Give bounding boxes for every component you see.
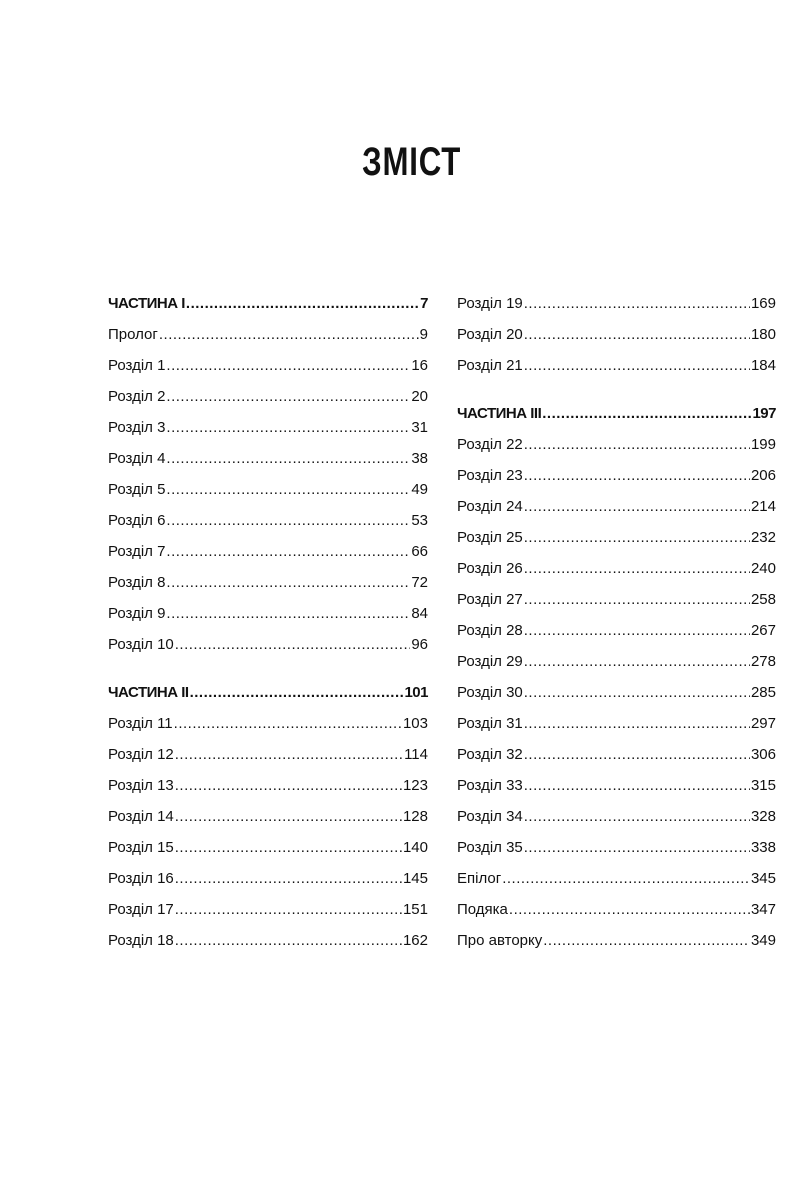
toc-right-column xyxy=(457,288,776,956)
toc-entry-label: Розділ 10 xyxy=(108,636,174,653)
toc-entry-label: Розділ 29 xyxy=(457,653,523,670)
toc-entry-page: 347 xyxy=(750,901,776,918)
toc-entry-page: 38 xyxy=(411,450,428,467)
dot-leader xyxy=(524,801,750,832)
toc-entry xyxy=(457,429,776,460)
toc-entry xyxy=(108,319,428,350)
dot-leader xyxy=(524,832,750,863)
toc-entry-page: 232 xyxy=(750,529,776,546)
toc-entry-label: ЧАСТИНА I xyxy=(108,295,185,312)
dot-leader xyxy=(524,553,750,584)
toc-entry-page: 101 xyxy=(404,684,428,701)
dot-leader xyxy=(524,319,750,350)
toc-part-entry xyxy=(108,288,428,319)
toc-entry xyxy=(108,443,428,474)
toc-entry-page: 9 xyxy=(419,326,428,343)
dot-leader xyxy=(524,646,750,677)
toc-entry xyxy=(108,567,428,598)
toc-entry-page: 206 xyxy=(750,467,776,484)
dot-leader xyxy=(524,677,750,708)
section-gap xyxy=(457,381,776,398)
toc-entry xyxy=(108,629,428,660)
toc-entry-page: 328 xyxy=(750,808,776,825)
dot-leader xyxy=(186,288,419,319)
toc-entry-label: Розділ 23 xyxy=(457,467,523,484)
toc-entry-page: 49 xyxy=(411,481,428,498)
toc-entry xyxy=(457,522,776,553)
dot-leader xyxy=(166,381,410,412)
toc-entry-label: Розділ 2 xyxy=(108,388,166,405)
toc-entry-page: 16 xyxy=(411,357,428,374)
toc-entry xyxy=(457,708,776,739)
toc-entry xyxy=(457,925,776,956)
dot-leader xyxy=(543,925,750,956)
dot-leader xyxy=(166,536,410,567)
dot-leader xyxy=(166,505,410,536)
toc-left-column xyxy=(108,288,428,956)
toc-entry xyxy=(108,381,428,412)
toc-entry-page: 66 xyxy=(411,543,428,560)
toc-entry-page: 285 xyxy=(750,684,776,701)
toc-entry xyxy=(108,708,428,739)
toc-entry-page: 140 xyxy=(402,839,428,856)
toc-entry-label: Розділ 6 xyxy=(108,512,166,529)
toc-entry-page: 20 xyxy=(411,388,428,405)
toc-entry-label: ЧАСТИНА III xyxy=(457,405,542,422)
toc-entry-label: Розділ 11 xyxy=(108,715,173,732)
dot-leader xyxy=(524,770,750,801)
toc-entry-page: 145 xyxy=(402,870,428,887)
dot-leader xyxy=(524,708,750,739)
toc-entry xyxy=(108,412,428,443)
dot-leader xyxy=(524,491,750,522)
toc-entry xyxy=(108,739,428,770)
dot-leader xyxy=(166,474,410,505)
toc-entry-page: 214 xyxy=(750,498,776,515)
toc-entry xyxy=(108,894,428,925)
dot-leader xyxy=(166,567,410,598)
toc-entry-label: Розділ 16 xyxy=(108,870,174,887)
dot-leader xyxy=(166,412,410,443)
toc-entry-page: 338 xyxy=(750,839,776,856)
toc-part-entry xyxy=(457,398,776,429)
toc-entry-page: 267 xyxy=(750,622,776,639)
toc-entry xyxy=(457,553,776,584)
toc-entry-page: 114 xyxy=(404,746,428,763)
toc-entry-label: Розділ 4 xyxy=(108,450,166,467)
toc-entry-label: Розділ 12 xyxy=(108,746,174,763)
dot-leader xyxy=(175,925,402,956)
dot-leader xyxy=(175,894,402,925)
toc-entry-page: 7 xyxy=(420,295,428,312)
toc-entry-label: Розділ 1 xyxy=(108,357,166,374)
dot-leader xyxy=(190,677,404,708)
toc-entry-label: Розділ 5 xyxy=(108,481,166,498)
toc-entry-page: 128 xyxy=(402,808,428,825)
dot-leader xyxy=(159,319,419,350)
toc-entry-label: Розділ 7 xyxy=(108,543,166,560)
toc-entry-page: 278 xyxy=(750,653,776,670)
toc-entry-label: Розділ 22 xyxy=(457,436,523,453)
toc-entry-page: 103 xyxy=(402,715,428,732)
toc-entry xyxy=(457,584,776,615)
toc-entry xyxy=(457,770,776,801)
toc-entry-label: Розділ 35 xyxy=(457,839,523,856)
dot-leader xyxy=(175,801,402,832)
toc-entry-page: 96 xyxy=(411,636,428,653)
dot-leader xyxy=(175,770,402,801)
dot-leader xyxy=(166,350,410,381)
toc-entry-label: Розділ 9 xyxy=(108,605,166,622)
dot-leader xyxy=(166,443,410,474)
toc-entry-label: Розділ 34 xyxy=(457,808,523,825)
toc-entry-page: 349 xyxy=(750,932,776,949)
toc-entry xyxy=(108,832,428,863)
dot-leader xyxy=(524,429,750,460)
toc-entry-label: Про авторку xyxy=(457,932,543,949)
toc-part-entry xyxy=(108,677,428,708)
toc-entry-page: 123 xyxy=(402,777,428,794)
toc-entry-page: 258 xyxy=(750,591,776,608)
dot-leader xyxy=(524,460,750,491)
dot-leader xyxy=(175,832,402,863)
toc-entry-label: Розділ 25 xyxy=(457,529,523,546)
toc-entry-page: 151 xyxy=(402,901,428,918)
dot-leader xyxy=(524,615,750,646)
toc-entry-label: Розділ 30 xyxy=(457,684,523,701)
dot-leader xyxy=(509,894,750,925)
toc-entry xyxy=(457,894,776,925)
toc-entry-label: Розділ 20 xyxy=(457,326,523,343)
toc-entry xyxy=(108,350,428,381)
dot-leader xyxy=(166,598,410,629)
toc-entry xyxy=(457,863,776,894)
dot-leader xyxy=(524,739,750,770)
dot-leader xyxy=(175,863,402,894)
toc-entry xyxy=(457,832,776,863)
dot-leader xyxy=(502,863,750,894)
toc-entry-page: 169 xyxy=(750,295,776,312)
toc-entry xyxy=(457,350,776,381)
toc-entry xyxy=(457,646,776,677)
toc-entry-label: Розділ 13 xyxy=(108,777,174,794)
toc-entry xyxy=(457,801,776,832)
dot-leader xyxy=(542,398,751,429)
toc-entry-label: Розділ 14 xyxy=(108,808,174,825)
dot-leader xyxy=(175,629,411,660)
toc-entry-label: Розділ 33 xyxy=(457,777,523,794)
toc-entry xyxy=(108,770,428,801)
toc-entry xyxy=(108,863,428,894)
toc-entry-page: 162 xyxy=(402,932,428,949)
toc-entry-label: ЧАСТИНА II xyxy=(108,684,189,701)
toc-entry-label: Розділ 18 xyxy=(108,932,174,949)
toc-entry-page: 315 xyxy=(750,777,776,794)
toc-entry xyxy=(457,288,776,319)
toc-entry-page: 345 xyxy=(750,870,776,887)
dot-leader xyxy=(524,288,750,319)
toc-entry-label: Розділ 19 xyxy=(457,295,523,312)
toc-entry xyxy=(457,319,776,350)
toc-entry-label: Розділ 28 xyxy=(457,622,523,639)
toc-entry xyxy=(108,536,428,567)
toc-entry xyxy=(108,505,428,536)
toc-entry-page: 184 xyxy=(750,357,776,374)
toc-entry xyxy=(457,460,776,491)
section-gap xyxy=(108,660,428,677)
toc-entry-page: 31 xyxy=(411,419,428,436)
toc-entry xyxy=(108,474,428,505)
toc-entry-label: Подяка xyxy=(457,901,508,918)
toc-entry xyxy=(108,801,428,832)
toc-entry-label: Розділ 17 xyxy=(108,901,174,918)
toc-entry-page: 72 xyxy=(411,574,428,591)
dot-leader xyxy=(524,522,750,553)
toc-entry xyxy=(457,615,776,646)
toc-entry-page: 240 xyxy=(750,560,776,577)
toc-entry-label: Розділ 32 xyxy=(457,746,523,763)
toc-entry-label: Розділ 26 xyxy=(457,560,523,577)
toc-entry xyxy=(457,677,776,708)
dot-leader xyxy=(524,350,750,381)
toc-entry-label: Пролог xyxy=(108,326,158,343)
toc-entry-label: Розділ 3 xyxy=(108,419,166,436)
toc-entry-page: 180 xyxy=(750,326,776,343)
toc-entry-page: 297 xyxy=(750,715,776,732)
dot-leader xyxy=(174,708,402,739)
toc-entry-label: Розділ 24 xyxy=(457,498,523,515)
toc-entry-page: 199 xyxy=(750,436,776,453)
toc-entry-page: 306 xyxy=(750,746,776,763)
dot-leader xyxy=(524,584,750,615)
dot-leader xyxy=(175,739,403,770)
toc-entry xyxy=(457,491,776,522)
toc-entry-label: Розділ 21 xyxy=(457,357,523,374)
toc-entry xyxy=(108,598,428,629)
toc-entry-page: 84 xyxy=(411,605,428,622)
toc-entry-label: Розділ 8 xyxy=(108,574,166,591)
toc-entry-label: Розділ 31 xyxy=(457,715,523,732)
toc-entry-label: Розділ 27 xyxy=(457,591,523,608)
toc-entry-page: 53 xyxy=(411,512,428,529)
toc-entry-label: Розділ 15 xyxy=(108,839,174,856)
toc-entry-label: Епілог xyxy=(457,870,502,887)
page-title: ЗМІСТ xyxy=(362,140,462,184)
toc-entry xyxy=(108,925,428,956)
toc-entry xyxy=(457,739,776,770)
toc-entry-page: 197 xyxy=(752,405,776,422)
